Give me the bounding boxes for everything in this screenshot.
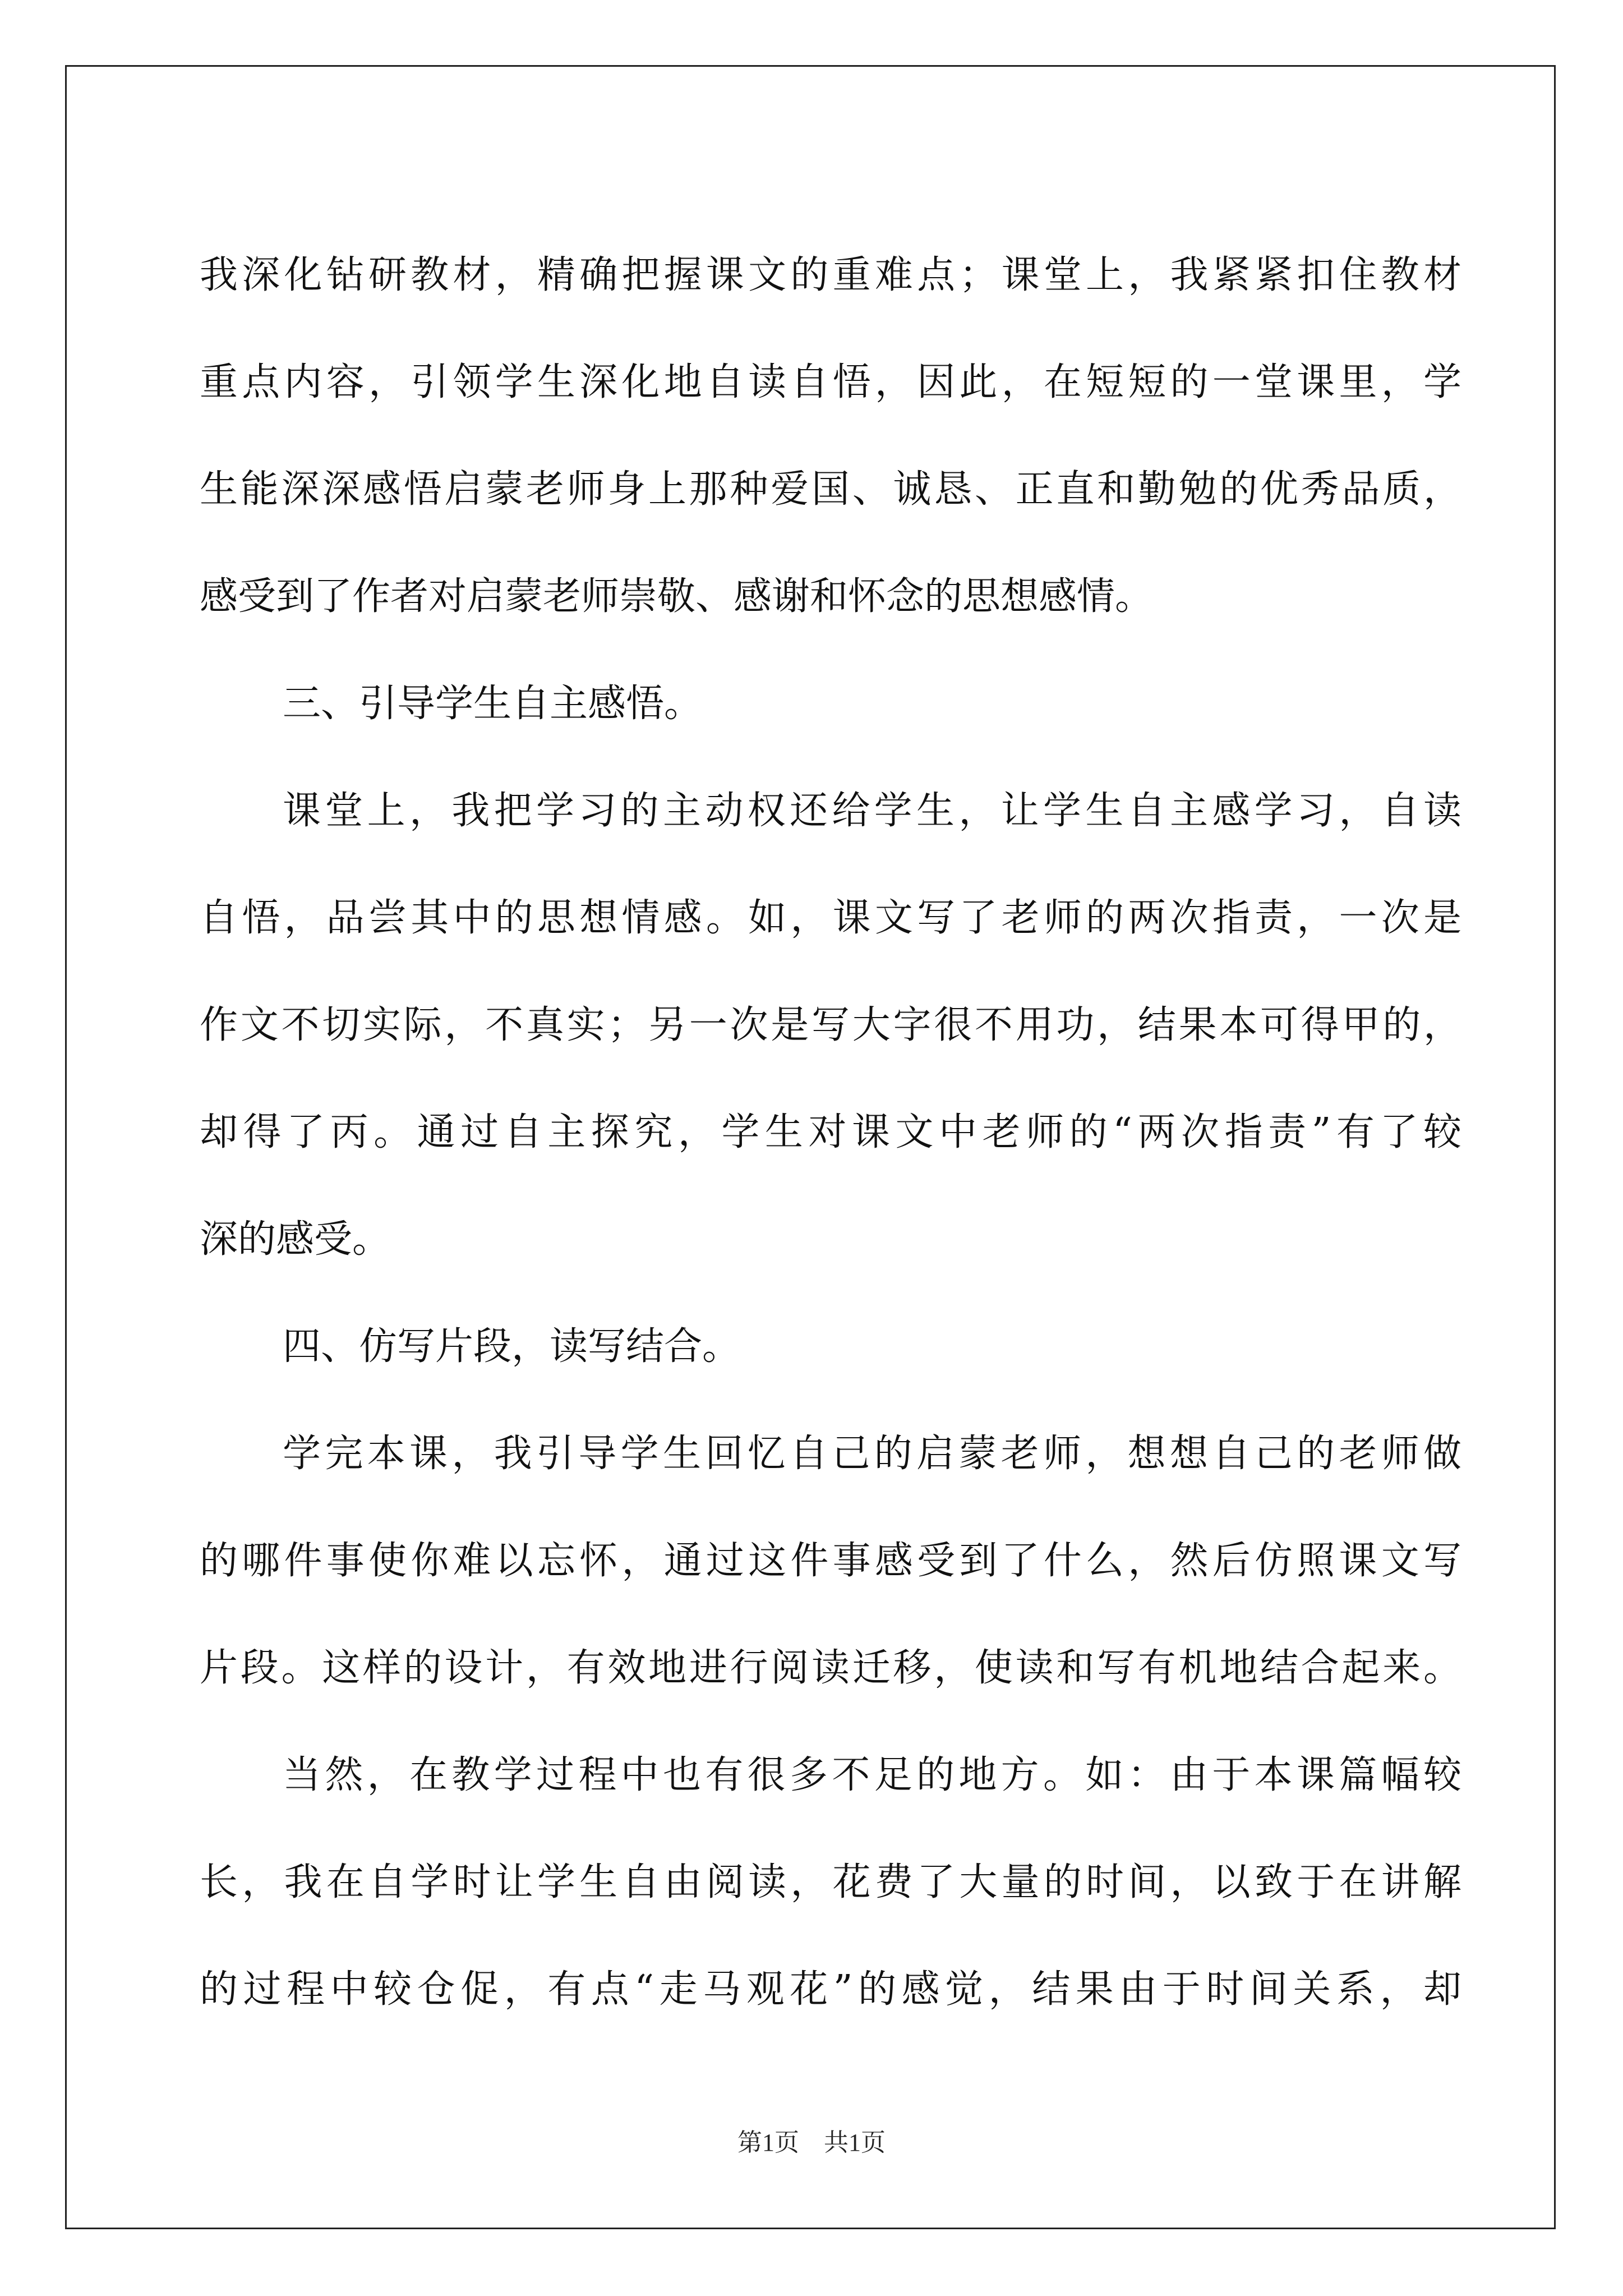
page-number-footer: 第1页 共1页 [737,2129,886,2156]
document-body [200,222,1461,2043]
text-line: 当然，在教学过程中也有很多不足的地方。如：由于本课篇幅较 [283,1753,1461,1797]
text-line: 的哪件事使你难以忘怀，通过这件事感受到了什么，然后仿照课文写 [200,1539,1461,1583]
text-line: 自悟，品尝其中的思想情感。如，课文写了老师的两次指责，一次是 [200,896,1461,940]
text-line: 的过程中较仓促，有点“走马观花”的感觉，结果由于时间关系，却 [200,1967,1461,2012]
section-heading: 四、仿写片段，读写结合。 [283,1324,741,1369]
text-line: 我深化钻研教材，精确把握课文的重难点；课堂上，我紧紧扣住教材 [200,253,1461,297]
text-line: 课堂上，我把学习的主动权还给学生，让学生自主感学习，自读 [283,789,1461,833]
text-line: 感受到了作者对启蒙老师崇敬、感谢和怀念的思想感情。 [200,574,1154,619]
text-line: 生能深深感悟启蒙老师身上那种爱国、诚恳、正直和勤勉的优秀品质， [200,467,1461,512]
text-line: 片段。这样的设计，有效地进行阅读迁移，使读和写有机地结合起来。 [200,1646,1461,1690]
text-line: 重点内容，引领学生深化地自读自悟，因此，在短短的一堂课里，学 [200,360,1461,404]
text-line: 深的感受。 [200,1217,391,1262]
text-line: 却得了丙。通过自主探究，学生对课文中老师的“两次指责”有了较 [200,1110,1461,1154]
text-line: 作文不切实际，不真实；另一次是写大字很不用功，结果本可得甲的， [200,1003,1461,1047]
text-line: 长，我在自学时让学生自由阅读，花费了大量的时间，以致于在讲解 [200,1860,1461,1904]
text-line: 学完本课，我引导学生回忆自己的启蒙老师，想想自己的老师做 [283,1432,1461,1476]
section-heading: 三、引导学生自主感悟。 [283,682,703,726]
